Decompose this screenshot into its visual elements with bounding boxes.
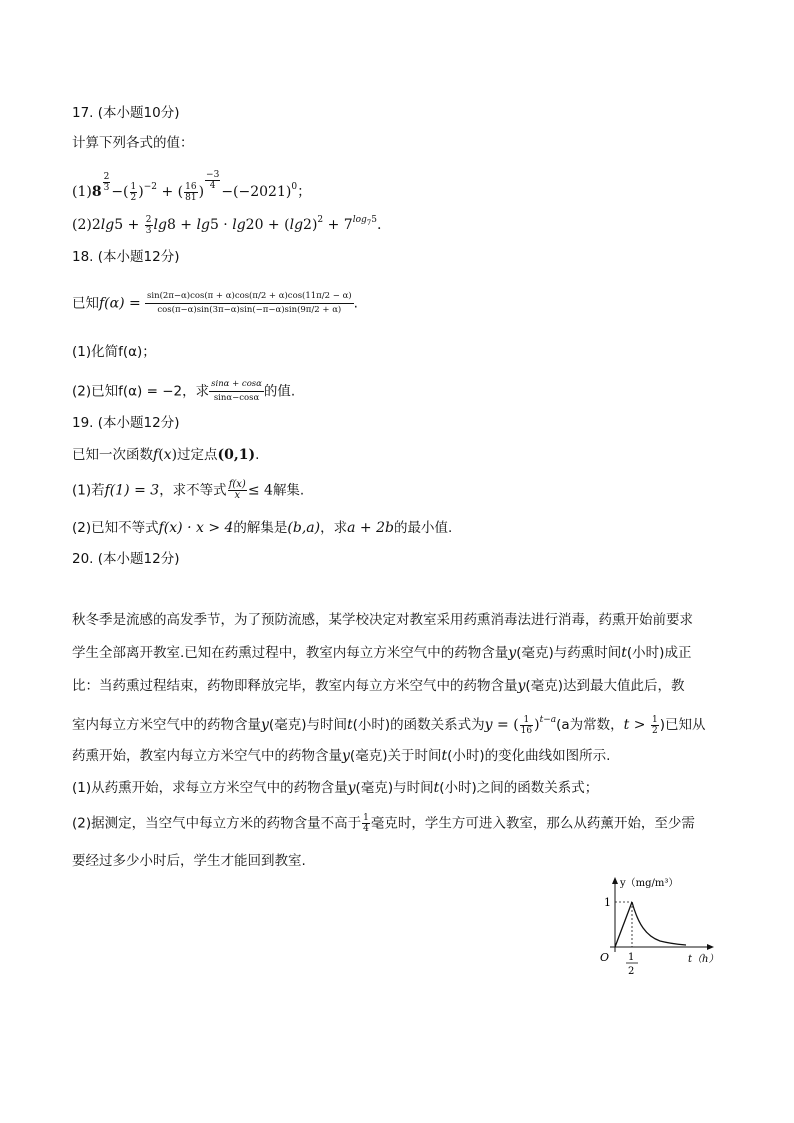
y-axis-label: y（mg/m³） <box>620 878 679 889</box>
q20-item2-line2: 要经过多少小时后，学生才能回到教室. <box>72 853 306 869</box>
q20-para-line4: 室内每立方米空气中的药物含量y(毫克)与时间t(小时)的函数关系式为y = ( $\frac{1}{16}$ )$^{t-a}$(a为常数，t > $\frac{1}{2}$ )已知从 <box>72 714 706 736</box>
rising-segment <box>615 902 632 947</box>
x-axis-arrow <box>707 944 714 950</box>
q20-header: 20. (本小题12分) <box>72 551 180 567</box>
decay-curve <box>632 902 686 945</box>
q20-para-line3: 比：当药熏过程结束，药物即释放完毕，教室内每立方米空气中的药物含量y(毫克)达到最大值此后，教 <box>72 678 685 694</box>
y-tick-1: 1 <box>604 896 611 909</box>
q18-fraction: $\frac{\sin(2\pi-\alpha)\cos(\pi + \alpha)\cos(\pi/2 + \alpha)\cos(11\pi/2 - \alpha)}{\cos(\pi-\alpha)\sin(3\pi-\alpha)\sin(-\pi-\alpha)\sin(9\pi/2 + \alpha)}$ <box>147 291 352 315</box>
q20-para-line2: 学生全部离开教室.已知在药熏过程中，教室内每立方米空气中的药物含量y(毫克)与药熏时间t(小时)成正 <box>72 645 692 661</box>
q20-item1: (1)从药熏开始，求每立方米空气中的药物含量y(毫克)与时间t(小时)之间的函数关系式； <box>72 780 599 796</box>
q19-header: 19. (本小题12分) <box>72 415 180 431</box>
q19-intro: 已知一次函数f(x)过定点(0,1). <box>72 447 260 463</box>
q20-item2: (2)据测定，当空气中每立方米的药物含量不高于 $\frac{1}{4}$ 毫克时，学生方可进入教室，那么从药薰开始，至少需 <box>72 813 695 834</box>
q18-header: 18. (本小题12分) <box>72 249 180 265</box>
q18-definition: 已知f(α) = $\frac{\sin(2\pi-\alpha)\cos(\pi + \alpha)\cos(\pi/2 + \alpha)\cos(11\pi/2 - \alpha)}{\cos(\pi-\alpha)\sin(3\pi-\alpha)\sin(-\pi-\alpha)\sin(9\pi/2 + \alpha)}$ . <box>72 291 358 315</box>
q17-intro: 计算下列各式的值： <box>72 135 194 151</box>
q17-header: 17. (本小题10分) <box>72 105 180 121</box>
x-axis-label: t（h） <box>688 954 719 965</box>
q19-item2: (2)已知不等式f(x) · x > 4的解集是(b,a)，求a + 2b的最小值. <box>72 520 453 536</box>
drug-concentration-graph <box>590 872 730 982</box>
q17-item1: (1)8 $\frac{2}{3}$ −( $\frac{1}{2}$ )$^{-2}$ + ( $\frac{16}{81}$ ) $\frac{-3}{4}$ $-(-2021)^0$； <box>72 170 312 203</box>
q20-para-line5: 药熏开始，教室内每立方米空气中的药物含量y(毫克)关于时间t(小时)的变化曲线如图所示. <box>72 748 611 764</box>
q19-item1: (1)若f(1) = 3，求不等式 $\frac{f(x)}{x}$ ≤ 4解集. <box>72 479 305 501</box>
q17-item2: (2)2lg5 + $\frac{2}{3}$ $\lg 8 + \lg 5 \cdot \lg 20 + (\lg 2)^2 + 7^{log_75}$. <box>72 214 382 236</box>
y-axis-arrow <box>612 877 618 884</box>
x-tick-numerator: 1 <box>628 952 635 963</box>
q18-item2: (2)已知f(α) = −2，求 $\frac{\sin\alpha + \cos\alpha}{\sin\alpha-\cos\alpha}$ 的值. <box>72 379 296 403</box>
x-tick-denominator: 2 <box>628 966 635 977</box>
q20-para-line1: 秋冬季是流感的高发季节，为了预防流感，某学校决定对教室采用药熏消毒法进行消毒，药熏开始前要求 <box>72 612 693 628</box>
origin-label: O <box>600 951 610 964</box>
q18-item1: (1)化简f(α)； <box>72 344 156 360</box>
